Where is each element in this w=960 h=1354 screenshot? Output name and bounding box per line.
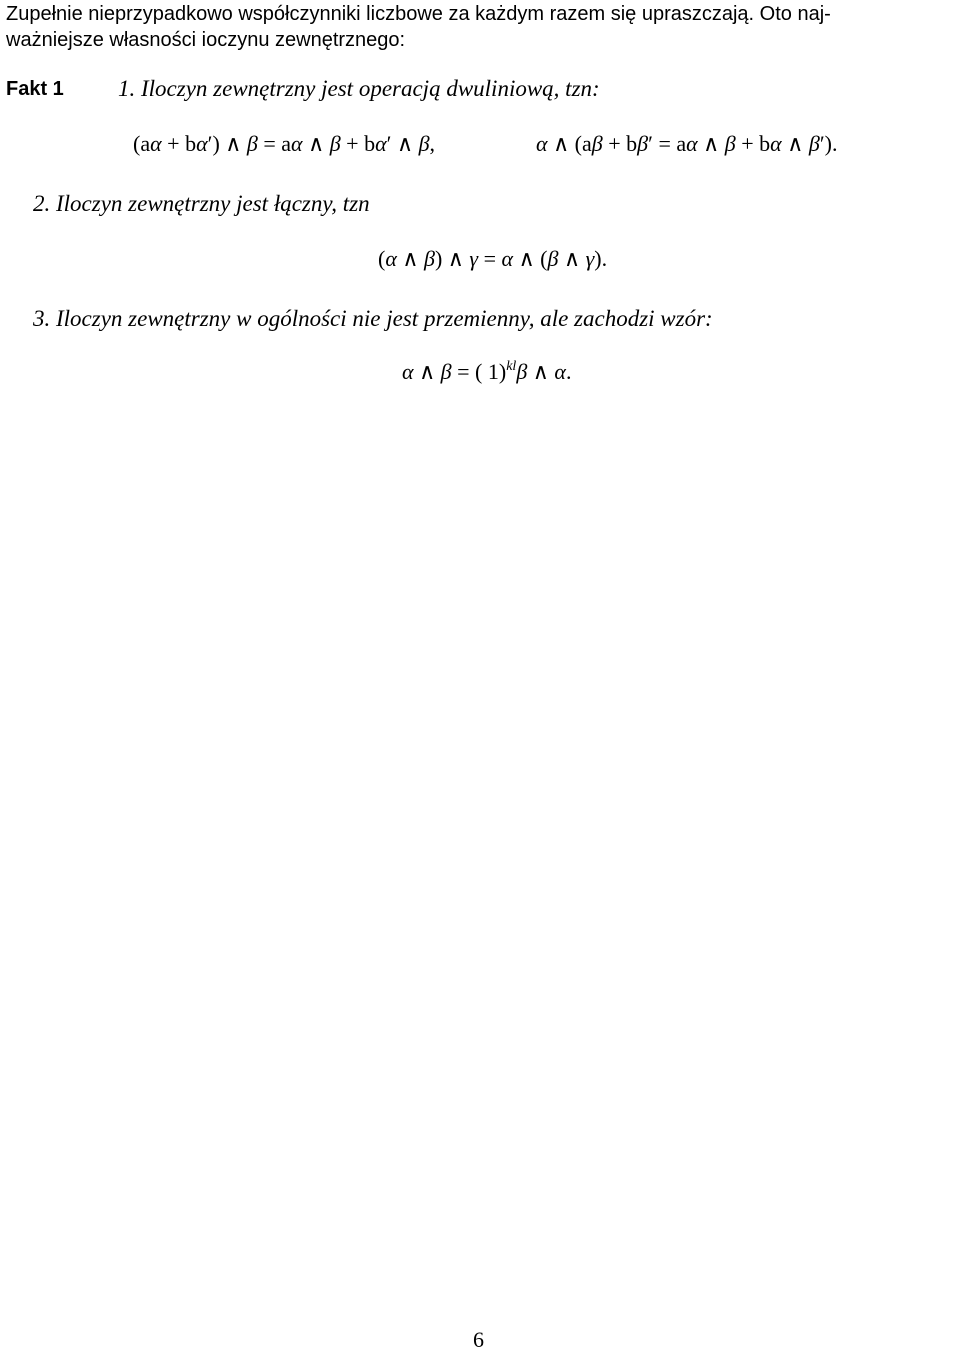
formula-bilinear-right: α ∧ (aβ + bβ′ = aα ∧ β + bα ∧ β′). [536, 131, 838, 156]
formula-bilinear-left: (aα + bα′) ∧ β = aα ∧ β + bα′ ∧ β, [133, 131, 436, 156]
formula-anticommutative: α ∧ β = ( 1)$^{kl}$β ∧ α. [402, 359, 572, 384]
item-2-text [33, 190, 370, 218]
item-3-number: 3. [33, 306, 51, 331]
item-1-statement: Iloczyn zewnętrzny jest operacją dwuliniową, tzn: [141, 76, 600, 101]
fact-label: Fakt 1 [6, 78, 64, 100]
item-3-text [33, 305, 713, 333]
intro-line-2: ważniejsze własności ioczynu zewnętrznego: [6, 29, 406, 51]
item-2-statement: Iloczyn zewnętrzny jest łączny, tzn [56, 191, 370, 216]
item-2-number: 2. [33, 191, 51, 216]
item-1-text [118, 75, 600, 103]
item-1-number: 1. [118, 76, 136, 101]
page-number: 6 [473, 1327, 484, 1352]
intro-line-1: Zupełnie nieprzypadkowo współczynniki liczbowe za każdym razem się upraszczają. Oto naj- [6, 3, 831, 25]
formula-associative: (α ∧ β) ∧ γ = α ∧ (β ∧ γ). [378, 246, 608, 271]
item-3-statement: Iloczyn zewnętrzny w ogólności nie jest przemienny, ale zachodzi wzór: [56, 306, 713, 331]
